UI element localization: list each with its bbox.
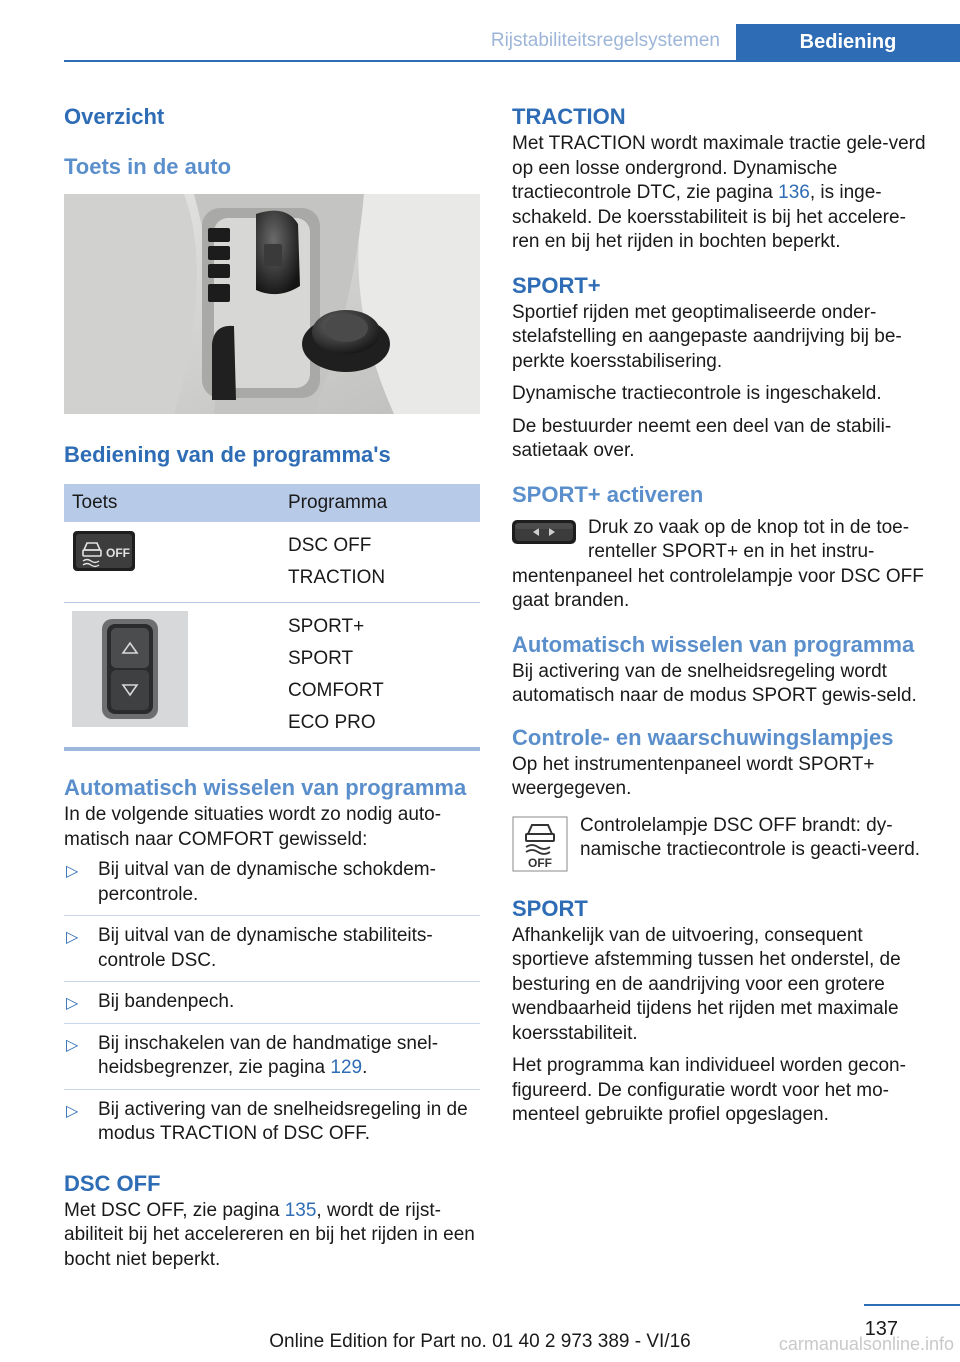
program-comfort: COMFORT <box>288 680 384 701</box>
drive-mode-switch-icon <box>72 611 188 727</box>
page-link-129[interactable]: 129 <box>330 1057 363 1078</box>
footer-rule <box>864 1304 960 1306</box>
paragraph-sport-1: Afhankelijk van de uitvoering, consequent sportieve afstemming tussen het onderstel, de besturing en de aandrijving voor een grotere wendbaarheid tijdens het rijden met maximale koersstabiliteit. <box>512 924 901 1044</box>
triangle-bullet-icon: ▷ <box>66 995 79 1012</box>
triangle-bullet-icon: ▷ <box>66 1036 79 1054</box>
dsc-off-button-icon <box>72 530 136 572</box>
list-item <box>64 1032 480 1090</box>
list-item <box>64 1098 480 1155</box>
list-item-text: Bij uitval van de dynamische schokdem-percontrole. <box>98 859 436 905</box>
heading-sport-plus: SPORT+ <box>512 272 601 298</box>
programs-dsc-cell <box>280 522 480 603</box>
traction-text-post: , is inge-schakeld. De koersstabiliteit is bij het accelere-ren en bij het rijden in bochten beperkt. <box>512 182 906 252</box>
drive-mode-switch-cell <box>64 603 280 750</box>
paragraph-controle: Op het instrumentenpaneel wordt SPORT+ weergegeven. <box>512 753 875 799</box>
program-traction: TRACTION <box>288 567 386 588</box>
page-link-135[interactable]: 135 <box>284 1199 317 1221</box>
list-item-text: Bij inschakelen van de handmatige snel-heidsbegrenzer, zie pagina <box>98 1032 439 1078</box>
left-column <box>64 102 480 1272</box>
list-item <box>64 924 480 982</box>
list-item-text: Bij bandenpech. <box>98 991 235 1012</box>
page-link-136[interactable]: 136 <box>778 182 810 203</box>
heading-traction: TRACTION <box>512 104 626 129</box>
dsc-off-warning-lamp-icon <box>512 816 568 872</box>
program-table <box>64 484 480 751</box>
heading-dsc-off: DSC OFF <box>64 1170 161 1196</box>
page-number: 137 <box>864 1318 898 1340</box>
watermark: carmanualsonline.info <box>778 1334 954 1354</box>
heading-sport-plus-activeren: SPORT+ activeren <box>512 481 704 507</box>
center-console-photo <box>64 194 480 414</box>
situation-list <box>64 858 480 1155</box>
rocker-switch-icon <box>512 518 576 546</box>
dsc-text-post: , wordt de rijst-abiliteit bij het accelereren en bij het rijden in een bocht niet beperkt. <box>64 1199 475 1270</box>
table-header-toets: Toets <box>64 484 280 522</box>
traction-text-pre: Met TRACTION wordt maximale tractie gele-verd op een losse ondergrond. Dynamische tractiecontrole DTC, zie pagina <box>512 133 926 203</box>
right-column <box>512 102 927 1128</box>
paragraph-dsc-lamp: Controlelampje DSC OFF brandt: dy-namische tractiecontrole is geacti-veerd. <box>580 814 921 860</box>
dsc-off-lamp-block <box>512 814 927 876</box>
dsc-off-button-cell <box>64 522 280 603</box>
heading-automatisch-wisselen-right: Automatisch wisselen van programma <box>512 631 915 657</box>
list-item <box>64 858 480 916</box>
sport-plus-activation-block <box>512 516 927 614</box>
heading-toets-in-de-auto: Toets in de auto <box>64 154 232 179</box>
triangle-bullet-icon: ▷ <box>66 863 79 880</box>
triangle-bullet-icon: ▷ <box>66 1102 79 1120</box>
list-item-text: Bij activering van de snelheidsregeling in de modus TRACTION of DSC OFF. <box>98 1098 468 1144</box>
programs-drive-cell <box>280 603 480 750</box>
dsc-text-pre: Met DSC OFF, zie pagina <box>64 1199 285 1221</box>
lamp-icon-label: OFF <box>528 855 552 870</box>
paragraph-auto-wisselen: In de volgende situaties wordt zo nodig auto-matisch naar COMFORT gewisseld: <box>64 804 442 850</box>
program-sport-plus: SPORT+ <box>288 616 365 637</box>
dsc-off-icon-label: OFF <box>106 546 130 560</box>
table-row <box>64 603 480 750</box>
paragraph-sport-plus-activeren: Druk zo vaak op de knop tot in de toe-renteller SPORT+ en in het instru-mentenpaneel het controlelampje voor DSC OFF gaat branden. <box>512 516 924 611</box>
heading-sport: SPORT <box>512 895 588 921</box>
header-tab-bediening[interactable]: Bediening <box>736 24 960 61</box>
paragraph-sport-plus-3: De bestuurder neemt een deel van de stabili-satietaak over. <box>512 415 892 461</box>
program-sport: SPORT <box>288 648 354 669</box>
console-illustration <box>64 194 480 414</box>
paragraph-sport-2: Het programma kan individueel worden gecon-figureerd. De configuratie wordt voor het mo-menteel gebruikte profiel opgeslagen. <box>512 1055 906 1125</box>
list-item-text-end: . <box>362 1057 368 1078</box>
heading-overzicht: Overzicht <box>64 104 165 129</box>
table-header-programma: Programma <box>280 484 480 522</box>
list-item-text: Bij uitval van de dynamische stabiliteits-controle DSC. <box>98 925 433 971</box>
heading-controle-waarschuwingslampjes: Controle- en waarschuwingslampjes <box>512 724 894 750</box>
footer-edition: Online Edition for Part no. 01 40 2 973 389 - VI/16 <box>269 1331 691 1352</box>
paragraph-traction <box>512 132 927 255</box>
paragraph-auto-right: Bij activering van de snelheidsregeling wordt automatisch naar de modus SPORT gewis-seld. <box>512 660 917 706</box>
heading-automatisch-wisselen: Automatisch wisselen van programma <box>64 775 467 800</box>
program-dsc-off: DSC OFF <box>288 535 372 556</box>
triangle-bullet-icon: ▷ <box>66 929 79 946</box>
table-row <box>64 522 480 603</box>
list-item <box>64 990 480 1024</box>
paragraph-dsc-off <box>64 1199 480 1273</box>
header-section-title[interactable]: Rijstabiliteitsregelsystemen <box>490 30 720 51</box>
paragraph-sport-plus-2: Dynamische tractiecontrole is ingeschakeld. <box>512 383 882 404</box>
heading-bediening-programmas: Bediening van de programma's <box>64 442 391 467</box>
paragraph-sport-plus-1: Sportief rijden met geoptimaliseerde onder-stelafstelling en aangepaste aandrijving bij be-perkte koersstabilisering. <box>512 301 902 372</box>
program-eco-pro: ECO PRO <box>288 712 376 733</box>
